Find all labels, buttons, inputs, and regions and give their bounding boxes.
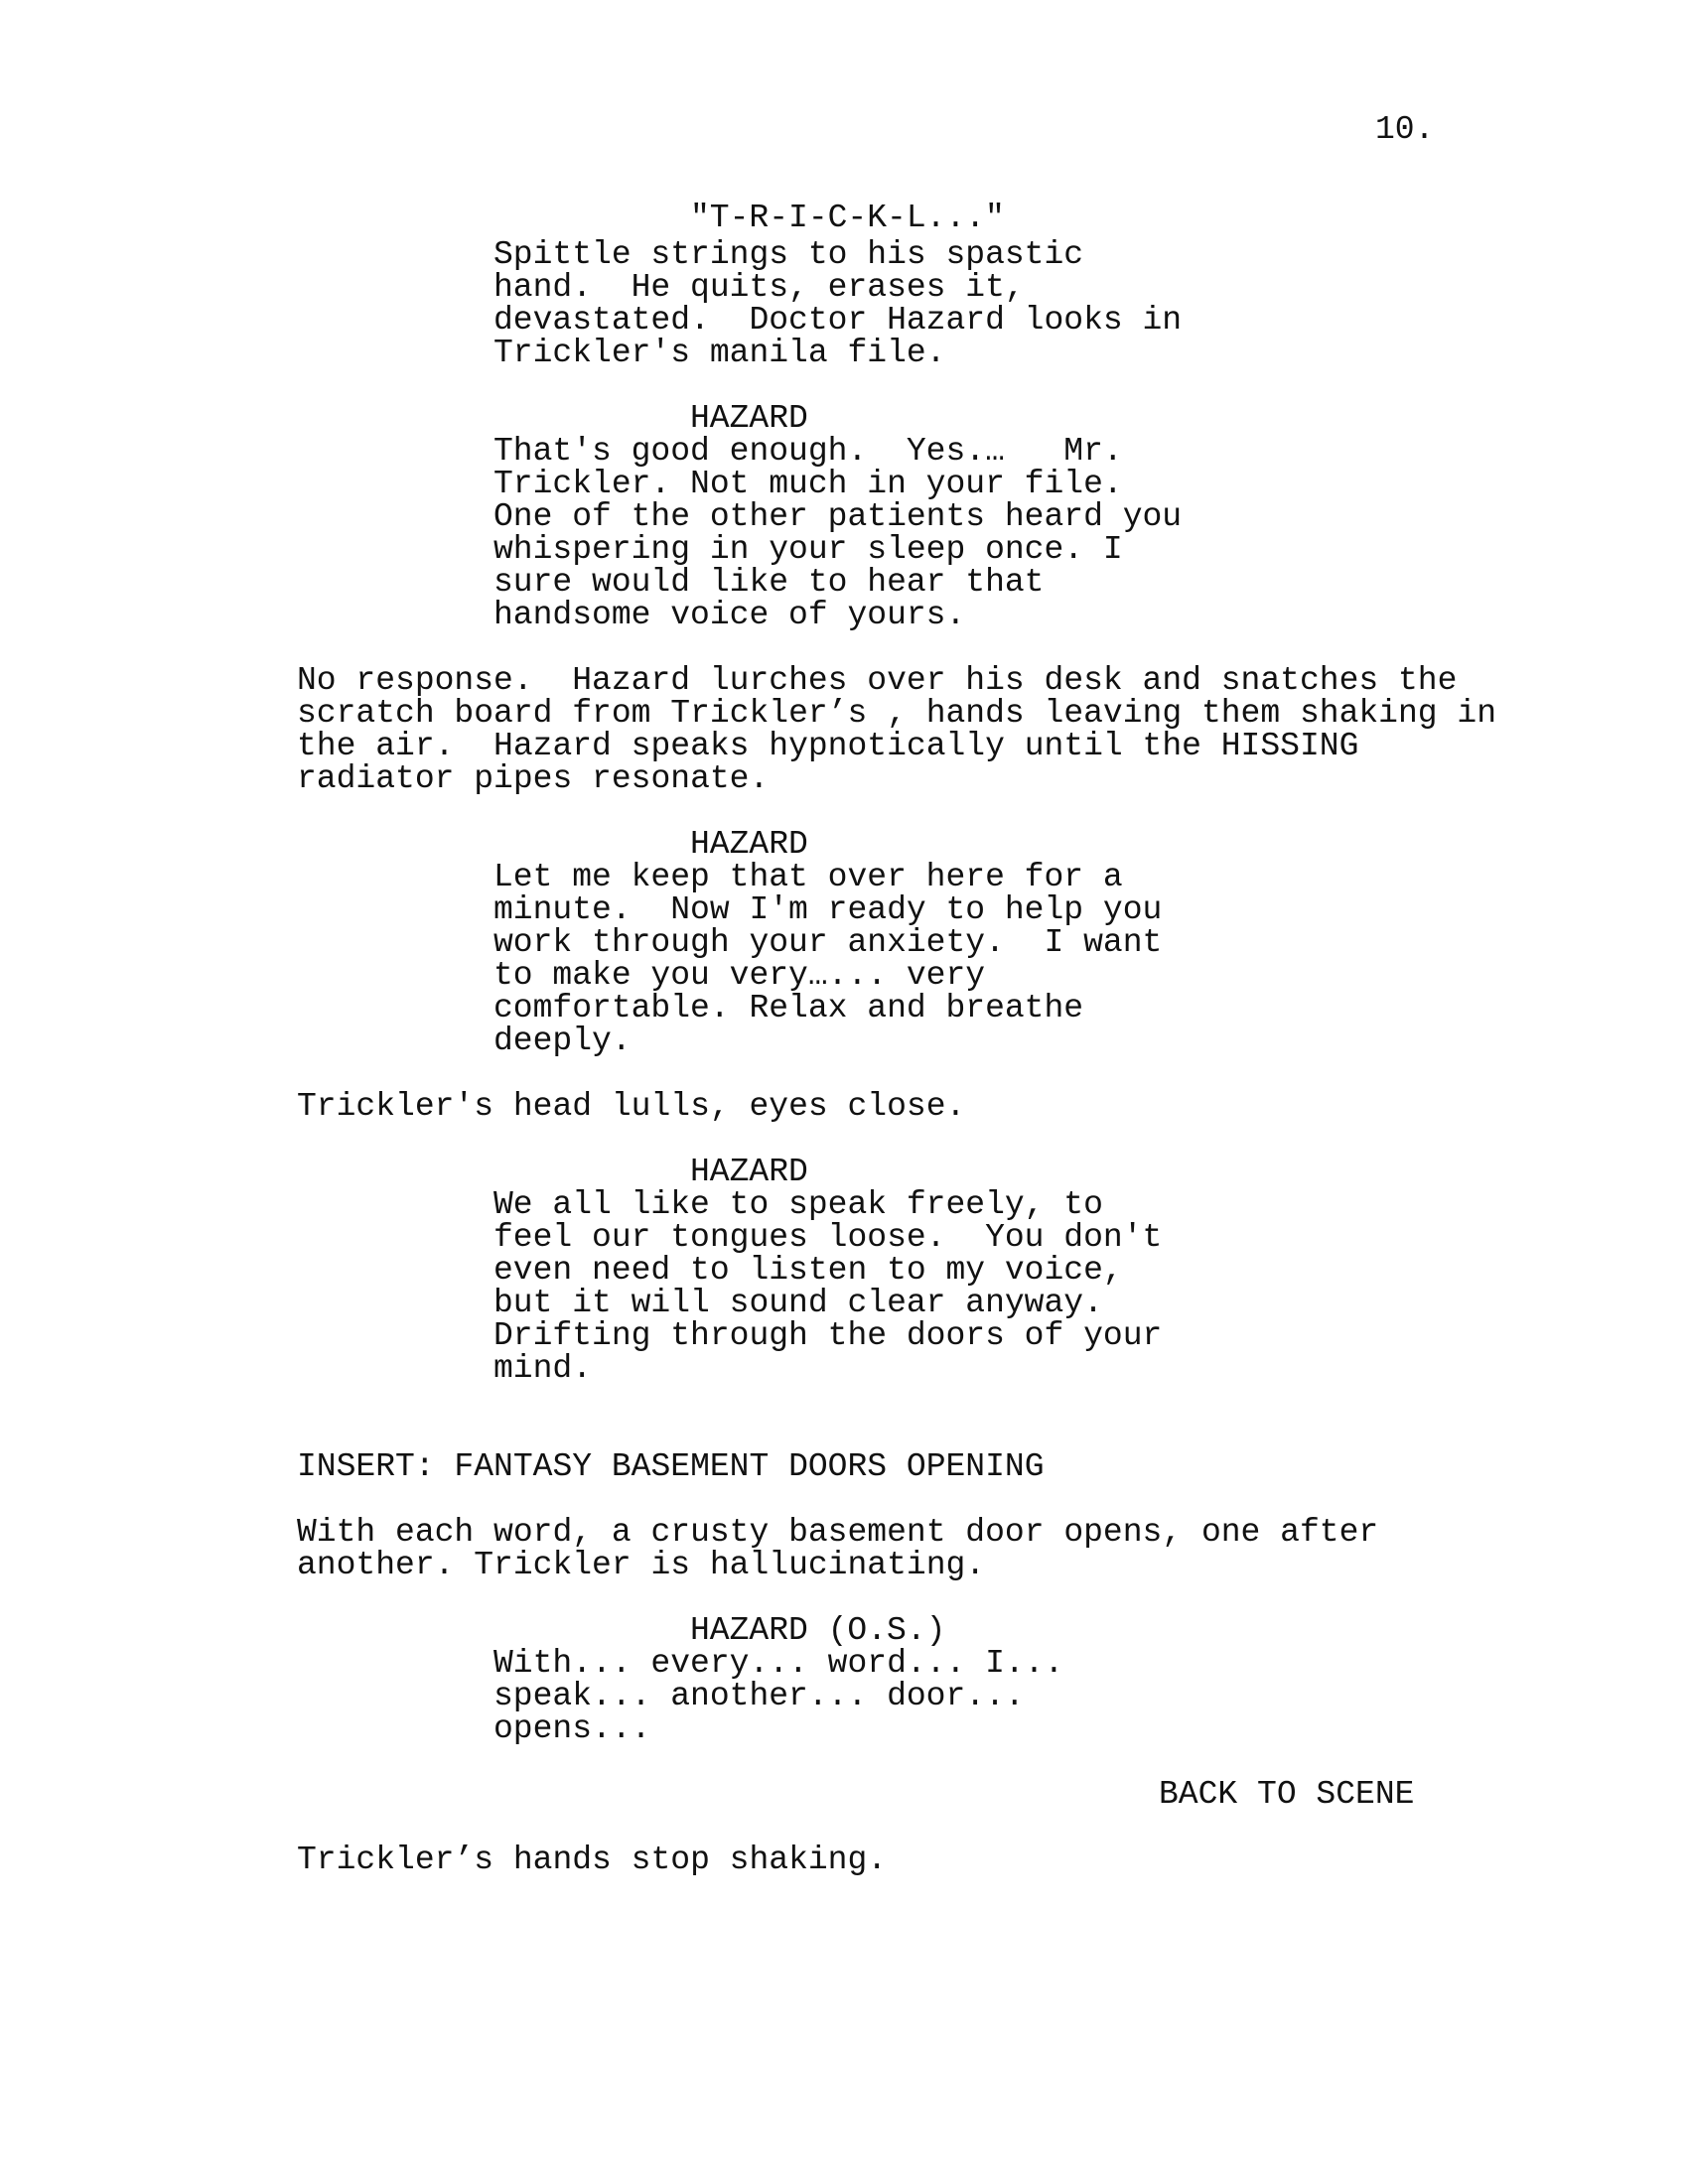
dialogue-line: work through your anxiety. I want [493, 924, 1163, 961]
action-line: No response. Hazard lurches over his desk and snatches the [297, 662, 1458, 699]
dialogue-line: sure would like to hear that [493, 564, 1045, 601]
action-line: radiator pipes resonate. [297, 760, 770, 797]
dialogue-line: mind. [493, 1350, 593, 1387]
dialogue-line: Spittle strings to his spastic [493, 236, 1084, 273]
character-cue: HAZARD (O.S.) [690, 1612, 946, 1649]
action-line: With each word, a crusty basement door opens, one after [297, 1514, 1379, 1551]
character-cue: HAZARD [690, 400, 808, 437]
dialogue-line: One of the other patients heard you [493, 498, 1183, 535]
dialogue-line: comfortable. Relax and breathe [493, 990, 1084, 1026]
dialogue-line: Let me keep that over here for a [493, 859, 1123, 895]
action-line: another. Trickler is hallucinating. [297, 1547, 986, 1583]
action-line: scratch board from Trickler’s , hands leaving them shaking in [297, 695, 1496, 732]
dialogue-line: deeply. [493, 1023, 632, 1059]
action-line: Trickler’s hands stop shaking. [297, 1842, 888, 1878]
scene-insert-heading: INSERT: FANTASY BASEMENT DOORS OPENING [297, 1448, 1045, 1485]
dialogue-line: speak... another... door... [493, 1678, 1025, 1714]
action-line: the air. Hazard speaks hypnotically until the HISSING [297, 728, 1359, 764]
dialogue-line: whispering in your sleep once. I [493, 531, 1123, 568]
dialogue-line: Drifting through the doors of your [493, 1317, 1163, 1354]
dialogue-line: That's good enough. Yes.… Mr. [493, 433, 1123, 470]
dialogue-line: Trickler's manila file. [493, 335, 946, 371]
dialogue-line: handsome voice of yours. [493, 597, 966, 633]
dialogue-line: devastated. Doctor Hazard looks in [493, 302, 1183, 339]
character-cue: HAZARD [690, 1154, 808, 1190]
character-cue: HAZARD [690, 826, 808, 863]
dialogue-line: feel our tongues loose. You don't [493, 1219, 1163, 1256]
dialogue-line: even need to listen to my voice, [493, 1252, 1123, 1289]
dialogue-line: With... every... word... I... [493, 1645, 1064, 1682]
dialogue-line: opens... [493, 1710, 651, 1747]
dialogue-line: We all like to speak freely, to [493, 1186, 1103, 1223]
character-cue: "T-R-I-C-K-L..." [690, 200, 1005, 236]
dialogue-line: minute. Now I'm ready to help you [493, 891, 1163, 928]
transition: BACK TO SCENE [1159, 1776, 1415, 1813]
dialogue-line: to make you very…... very [493, 957, 986, 994]
dialogue-line: Trickler. Not much in your file. [493, 466, 1123, 502]
dialogue-line: hand. He quits, erases it, [493, 269, 1025, 306]
action-line: Trickler's head lulls, eyes close. [297, 1088, 966, 1125]
dialogue-line: but it will sound clear anyway. [493, 1285, 1103, 1321]
page-number: 10. [1375, 111, 1435, 148]
